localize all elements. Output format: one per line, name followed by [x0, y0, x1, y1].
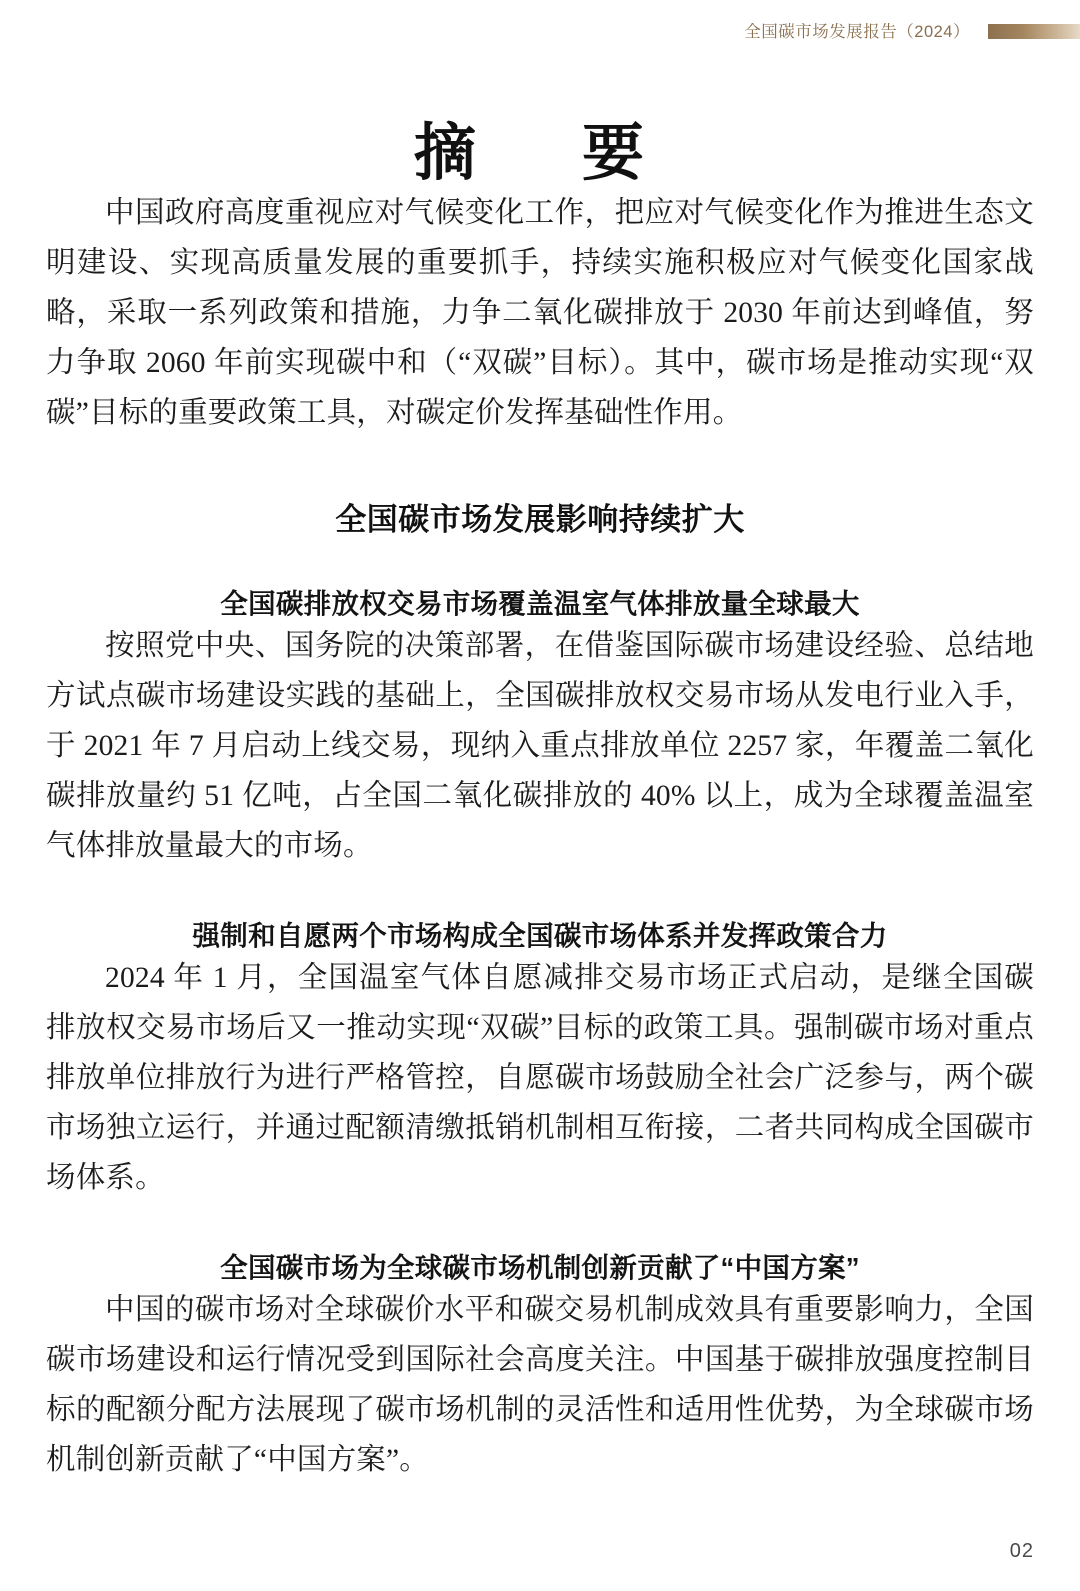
paragraph-intro: 中国政府高度重视应对气候变化工作，把应对气候变化作为推进生态文明建设、实现高质量发展的重要抓手，持续实施积极应对气候变化国家战略，采取一系列政策和措施，力争二氧化碳排放于 2030 年前达到峰值，努力争取 2060 年前实现碳中和（“双碳”目标）。其中，碳市场是推动实现“双碳”目标的重要政策工具，对碳定价发挥基础性作用。: [46, 197, 1034, 430]
running-header-title: 全国碳市场发展报告（2024）: [744, 23, 970, 41]
sub-heading-1-3: 全国碳市场为全球碳市场机制创新贡献了“中国方案”: [220, 1252, 860, 1284]
running-header: [0, 0, 1080, 62]
page-title: 摘 要: [413, 120, 666, 188]
paragraph-china-plan: 中国的碳市场对全球碳价水平和碳交易机制成效具有重要影响力，全国碳市场建设和运行情况受到国际社会高度关注。中国基于碳排放强度控制目标的配额分配方法展现了碳市场机制的灵活性和适用性优势，为全球碳市场机制创新贡献了“中国方案”。: [46, 1294, 1034, 1477]
gradient-bar-decoration: [988, 24, 1080, 39]
section-heading-1: 全国碳市场发展影响持续扩大: [335, 502, 745, 538]
sub-heading-1-2: 强制和自愿两个市场构成全国碳市场体系并发挥政策合力: [192, 920, 888, 952]
page-number: 02: [1009, 1540, 1034, 1562]
sub-heading-1-1: 全国碳排放权交易市场覆盖温室气体排放量全球最大: [220, 588, 860, 620]
paragraph-coverage: 按照党中央、国务院的决策部署，在借鉴国际碳市场建设经验、总结地方试点碳市场建设实践的基础上，全国碳排放权交易市场从发电行业入手，于 2021 年 7 月启动上线交易，现纳入重点排放单位 2257 家，年覆盖二氧化碳排放量约 51 亿吨，占全国二氧化碳排放的 40% 以上，成为全球覆盖温室气体排放量最大的市场。: [46, 630, 1034, 863]
paragraph-two-markets: 2024 年 1 月，全国温室气体自愿减排交易市场正式启动，是继全国碳排放权交易市场后又一推动实现“双碳”目标的政策工具。强制碳市场对重点排放单位排放行为进行严格管控，自愿碳市场鼓励全社会广泛参与，两个碳市场独立运行，并通过配额清缴抵销机制相互衔接，二者共同构成全国碳市场体系。: [46, 962, 1034, 1195]
page-content: [46, 62, 1034, 1485]
